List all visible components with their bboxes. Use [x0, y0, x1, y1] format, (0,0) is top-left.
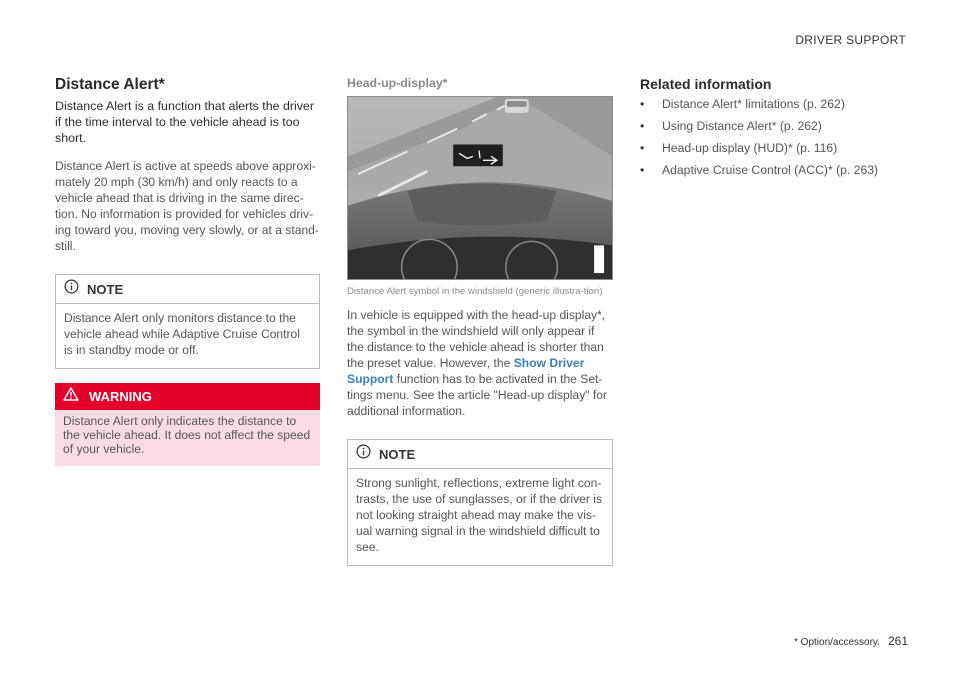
- right-column: [640, 76, 910, 184]
- hud-note-text: Strong sunlight, reflections, extreme light con-trasts, the use of sunglasses, or if the driver is not looking straight ahead may make the vis-ual warning signal in the windshield difficult to see.: [356, 476, 603, 554]
- intro-paragraph: Distance Alert is a function that alerts the driver if the time interval to the vehicle ahead is too short.: [55, 99, 314, 145]
- related-info-heading: Related information: [640, 76, 772, 92]
- note-text: Distance Alert only monitors distance to the vehicle ahead while Adaptive Cruise Control is in standby mode or off.: [64, 311, 300, 357]
- left-column: [55, 76, 320, 466]
- body-paragraph: Distance Alert is active at speeds above approxi-mately 20 mph (30 km/h) and only reacts to a vehicle ahead that is driving in the same direc-tion. No information is provided for vehicles driv-ing toward you, moving very slowly, or at a stand-still.: [55, 159, 319, 253]
- hud-paragraph-part2: function has to be activated in the Set-tings menu. See the article "Head-up display" for additional information.: [347, 372, 608, 418]
- page-footer: [794, 634, 908, 648]
- warning-box: [55, 383, 320, 466]
- show-driver-support-link[interactable]: Show Driver Support: [347, 356, 585, 386]
- warning-text: Distance Alert only indicates the distance to the vehicle ahead. It does not affect the speed of your vehicle.: [63, 414, 311, 456]
- figure-caption: Distance Alert symbol in the windshield (generic illustra-tion): [347, 286, 603, 297]
- warning-header: [55, 383, 320, 410]
- page-number: 261: [887, 634, 908, 648]
- related-info-list: [640, 96, 910, 178]
- note-header: [56, 275, 319, 304]
- hud-paragraph-part1: In vehicle is equipped with the head-up display*, the symbol in the windshield will only appear if the distance to the vehicle ahead is shorter than the preset value. However, the: [347, 308, 606, 370]
- related-link-hud[interactable]: • Head-up display (HUD)* (p. 116): [640, 140, 910, 156]
- info-icon: [356, 444, 371, 464]
- info-icon: [64, 279, 79, 299]
- warning-triangle-icon: [63, 387, 79, 406]
- note-box: [55, 274, 320, 369]
- note-label: NOTE: [87, 281, 124, 297]
- related-link-using[interactable]: • Using Distance Alert* (p. 262): [640, 118, 910, 134]
- warning-label: WARNING: [89, 389, 152, 404]
- hud-paragraph: [347, 307, 613, 419]
- related-link-limitations[interactable]: • Distance Alert* limitations (p. 262): [640, 96, 910, 112]
- page-title: Distance Alert*: [55, 76, 165, 93]
- hud-heading: Head-up-display*: [347, 76, 448, 90]
- hud-note-box: [347, 439, 613, 566]
- middle-column: [347, 76, 613, 566]
- related-link-acc[interactable]: • Adaptive Cruise Control (ACC)* (p. 263): [640, 162, 910, 178]
- footnote: * Option/accessory.: [794, 637, 880, 648]
- hud-windshield-illustration: [347, 96, 613, 280]
- section-header: DRIVER SUPPORT: [795, 33, 906, 47]
- hud-note-header: [348, 440, 612, 469]
- hud-note-label: NOTE: [379, 446, 416, 462]
